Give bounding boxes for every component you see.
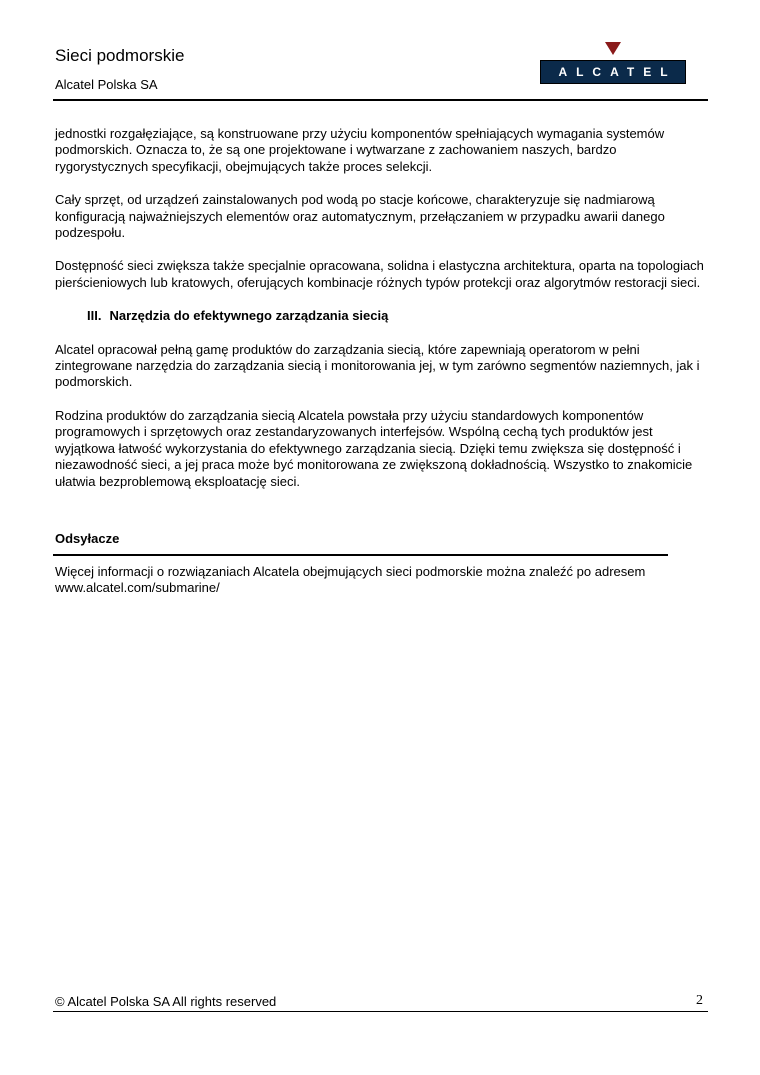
paragraph: jednostki rozgałęziające, są konstruowane przy użyciu komponentów spełniających wymagania systemów podmorskich. Oznacza to, że są one projektowane i wytwarzane z zachowaniem naszych, bardzo rygorystycznych specyfikacji, obejmujących także proces selekcji. xyxy=(55,126,665,174)
header-divider xyxy=(53,99,708,101)
paragraph: Dostępność sieci zwiększa także specjalnie opracowana, solidna i elastyczna architektura, oparta na topologiach pierścieniowych lub kratowych, oferujących kombinacje różnych typów protekcji oraz algorytmów restoracji sieci. xyxy=(55,258,704,290)
footer-copyright: © Alcatel Polska SA All rights reserved xyxy=(55,994,277,1009)
references-text: Więcej informacji o rozwiązaniach Alcatela obejmujących sieci podmorskie można znaleźć po adresem www.alcatel.com/submarine/ xyxy=(55,564,646,596)
logo-wordmark: ALCATEL xyxy=(540,60,686,84)
paragraph: Alcatel opracował pełną gamę produktów do zarządzania siecią, które zapewniają operatorom w pełni zintegrowane narzędzia do zarządzania siecią i monitorowania jej, w tym zarówno segmentów naziemnych, jak i podmorskich. xyxy=(55,341,700,390)
paragraph: Cały sprzęt, od urządzeń zainstalowanych pod wodą po stacje końcowe, charakteryzuje się nadmiarową konfiguracją najważniejszych elementów oraz automatycznym, przełączaniem w przypadku awarii danego podzespołu. xyxy=(55,192,665,241)
paragraph: Rodzina produktów do zarządzania siecią Alcatela powstała przy użyciu standardowych komponentów programowych i sprzętowych oraz zestandaryzowanych interfejsów. Wspólną cechą tych produktów jest wyjątkowa łatwość wykorzystania do efektywnego zarządzania siecią. Dzięki temu zwiększa się dostępność i niezawodność sieci, a jej praca może być monitorowana ze zwiększoną dokładnością. Wszystko to znakomicie ułatwia bezproblemową eksploatację sieci. xyxy=(55,407,693,489)
footer-page-number: 2 xyxy=(696,993,703,1008)
body-text xyxy=(55,126,710,507)
references-divider xyxy=(53,554,668,556)
section-title: Narzędzia do efektywnego zarządzania siecią xyxy=(109,308,389,324)
header-subtitle: Alcatel Polska SA xyxy=(55,77,158,92)
header-title: Sieci podmorskie xyxy=(55,46,185,65)
logo-triangle-icon xyxy=(605,42,621,55)
references-title: Odsyłacze xyxy=(55,531,120,546)
section-heading xyxy=(87,308,710,324)
alcatel-logo xyxy=(540,42,686,84)
section-number: III. xyxy=(87,308,102,324)
footer-divider xyxy=(53,1011,708,1012)
